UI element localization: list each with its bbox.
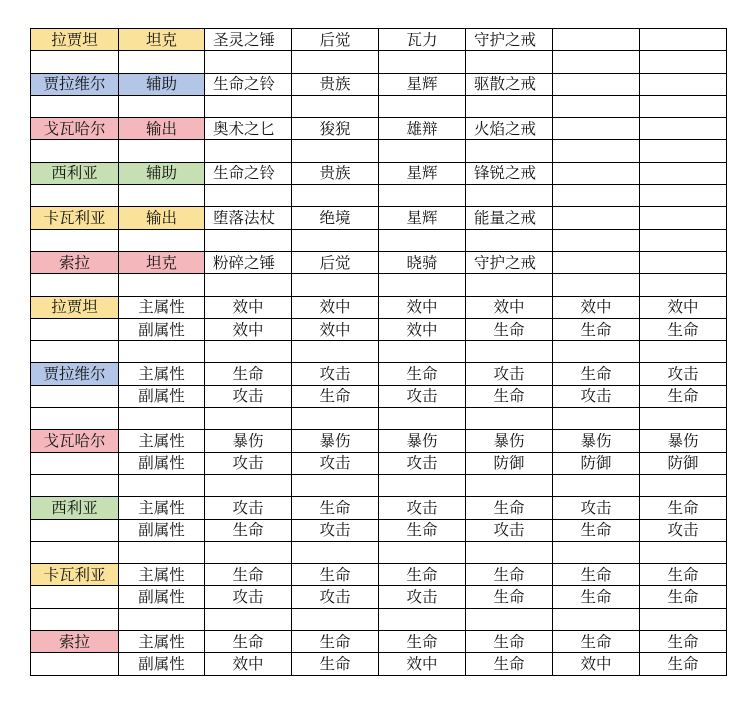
empty-cell: [553, 51, 640, 73]
empty-cell: [292, 608, 379, 630]
spacer-row: [31, 95, 727, 117]
empty-cell: [205, 95, 292, 117]
ring-cell: 锋锐之戒: [466, 162, 553, 184]
stat-value-cell: 攻击: [379, 452, 466, 474]
stat-value-cell: 攻击: [205, 586, 292, 608]
stat-value-cell: 暴伤: [379, 430, 466, 452]
empty-cell: [553, 140, 640, 162]
stat-value-cell: 生命: [553, 564, 640, 586]
empty-cell: [292, 541, 379, 563]
empty-cell: [379, 185, 466, 207]
empty-cell: [31, 586, 119, 608]
stat-label-cell: 副属性: [119, 586, 205, 608]
empty-cell: [640, 408, 727, 430]
empty-cell: [31, 185, 119, 207]
empty-cell: [640, 251, 727, 273]
empty-cell: [31, 229, 119, 251]
stat-label-cell: 主属性: [119, 430, 205, 452]
sub-stat-row: [31, 653, 727, 675]
role-cell: 坦克: [119, 29, 205, 51]
main-stat-row: [31, 631, 727, 653]
empty-cell: [119, 341, 205, 363]
empty-cell: [205, 541, 292, 563]
hero-name-cell: 戈瓦哈尔: [31, 430, 119, 452]
empty-cell: [292, 408, 379, 430]
stat-value-cell: 生命: [379, 363, 466, 385]
stat-value-cell: 攻击: [292, 452, 379, 474]
stat-value-cell: 生命: [466, 318, 553, 340]
stat-value-cell: 生命: [292, 564, 379, 586]
role-cell: 输出: [119, 207, 205, 229]
equipment-cell: 星辉: [379, 73, 466, 95]
stat-value-cell: 生命: [205, 564, 292, 586]
hero-name-cell: 索拉: [31, 631, 119, 653]
empty-cell: [379, 408, 466, 430]
empty-cell: [379, 341, 466, 363]
empty-cell: [466, 274, 553, 296]
equipment-cell: 星辉: [379, 162, 466, 184]
stat-value-cell: 攻击: [379, 497, 466, 519]
stat-value-cell: 效中: [553, 653, 640, 675]
empty-cell: [119, 541, 205, 563]
stat-value-cell: 生命: [466, 653, 553, 675]
spacer-row: [31, 608, 727, 630]
empty-cell: [31, 408, 119, 430]
stat-value-cell: 生命: [640, 385, 727, 407]
stat-value-cell: 生命: [466, 385, 553, 407]
hero-name-cell: 贾拉维尔: [31, 73, 119, 95]
stat-value-cell: 生命: [640, 631, 727, 653]
equipment-cell: 雄辩: [379, 118, 466, 140]
empty-cell: [119, 408, 205, 430]
weapon-cell: 生命之铃: [205, 162, 292, 184]
stat-value-cell: 攻击: [379, 385, 466, 407]
empty-cell: [553, 229, 640, 251]
role-cell: 辅助: [119, 73, 205, 95]
empty-cell: [205, 408, 292, 430]
empty-cell: [640, 162, 727, 184]
empty-cell: [31, 474, 119, 496]
spacer-row: [31, 274, 727, 296]
empty-cell: [379, 608, 466, 630]
empty-cell: [205, 51, 292, 73]
stat-value-cell: 生命: [292, 631, 379, 653]
empty-cell: [553, 341, 640, 363]
empty-cell: [31, 95, 119, 117]
empty-cell: [31, 385, 119, 407]
stat-value-cell: 攻击: [640, 519, 727, 541]
stat-value-cell: 生命: [553, 318, 640, 340]
stat-value-cell: 攻击: [205, 452, 292, 474]
ring-cell: 驱散之戒: [466, 73, 553, 95]
spacer-row: [31, 541, 727, 563]
main-stat-row: [31, 564, 727, 586]
empty-cell: [292, 185, 379, 207]
empty-cell: [119, 51, 205, 73]
spacer-row: [31, 140, 727, 162]
empty-cell: [466, 608, 553, 630]
stat-value-cell: 防御: [466, 452, 553, 474]
equipment-cell: 后觉: [292, 251, 379, 273]
stat-value-cell: 攻击: [553, 385, 640, 407]
main-stat-row: [31, 296, 727, 318]
equipment-cell: 贵族: [292, 162, 379, 184]
equipment-cell: 瓦力: [379, 29, 466, 51]
stat-value-cell: 效中: [379, 318, 466, 340]
empty-cell: [466, 51, 553, 73]
hero-name-cell: 卡瓦利亚: [31, 564, 119, 586]
stat-value-cell: 攻击: [292, 586, 379, 608]
empty-cell: [553, 73, 640, 95]
empty-cell: [640, 73, 727, 95]
empty-cell: [466, 140, 553, 162]
empty-cell: [205, 608, 292, 630]
empty-cell: [205, 274, 292, 296]
empty-cell: [31, 608, 119, 630]
empty-cell: [119, 185, 205, 207]
stat-value-cell: 攻击: [292, 519, 379, 541]
stat-value-cell: 效中: [205, 318, 292, 340]
stat-value-cell: 攻击: [640, 363, 727, 385]
empty-cell: [31, 541, 119, 563]
empty-cell: [553, 118, 640, 140]
stat-value-cell: 攻击: [466, 519, 553, 541]
empty-cell: [205, 474, 292, 496]
hero-name-cell: 拉贾坦: [31, 29, 119, 51]
empty-cell: [205, 341, 292, 363]
hero-name-cell: 西利亚: [31, 497, 119, 519]
stat-value-cell: 生命: [292, 385, 379, 407]
stat-value-cell: 生命: [205, 519, 292, 541]
empty-cell: [292, 274, 379, 296]
stat-value-cell: 攻击: [466, 363, 553, 385]
ring-cell: 守护之戒: [466, 251, 553, 273]
empty-cell: [553, 608, 640, 630]
empty-cell: [292, 95, 379, 117]
hero-name-cell: 卡瓦利亚: [31, 207, 119, 229]
stat-value-cell: 生命: [466, 586, 553, 608]
empty-cell: [466, 541, 553, 563]
empty-cell: [379, 474, 466, 496]
empty-cell: [466, 408, 553, 430]
stat-value-cell: 生命: [640, 318, 727, 340]
stat-value-cell: 生命: [292, 497, 379, 519]
stat-value-cell: 生命: [379, 519, 466, 541]
equipment-cell: 贵族: [292, 73, 379, 95]
main-stat-row: [31, 363, 727, 385]
empty-cell: [640, 118, 727, 140]
equipment-cell: 后觉: [292, 29, 379, 51]
empty-cell: [31, 452, 119, 474]
stat-value-cell: 效中: [205, 653, 292, 675]
empty-cell: [379, 541, 466, 563]
stat-value-cell: 攻击: [205, 497, 292, 519]
sub-stat-row: [31, 452, 727, 474]
empty-cell: [466, 95, 553, 117]
stat-label-cell: 主属性: [119, 296, 205, 318]
empty-cell: [466, 229, 553, 251]
stat-value-cell: 生命: [205, 631, 292, 653]
stat-value-cell: 暴伤: [553, 430, 640, 452]
empty-cell: [119, 95, 205, 117]
ring-cell: 能量之戒: [466, 207, 553, 229]
role-cell: 坦克: [119, 251, 205, 273]
empty-cell: [292, 229, 379, 251]
empty-cell: [292, 474, 379, 496]
sub-stat-row: [31, 519, 727, 541]
weapon-cell: 圣灵之锤: [205, 29, 292, 51]
equipment-cell: 晓骑: [379, 251, 466, 273]
empty-cell: [640, 185, 727, 207]
stat-label-cell: 副属性: [119, 519, 205, 541]
stat-value-cell: 生命: [640, 653, 727, 675]
empty-cell: [292, 140, 379, 162]
hero-build-table: [30, 28, 727, 676]
empty-cell: [553, 251, 640, 273]
main-stat-row: [31, 430, 727, 452]
empty-cell: [31, 318, 119, 340]
empty-cell: [553, 185, 640, 207]
empty-cell: [119, 229, 205, 251]
stat-label-cell: 副属性: [119, 385, 205, 407]
stat-value-cell: 防御: [640, 452, 727, 474]
empty-cell: [640, 474, 727, 496]
stat-value-cell: 生命: [379, 631, 466, 653]
equipment-cell: 绝境: [292, 207, 379, 229]
empty-cell: [466, 185, 553, 207]
stat-value-cell: 生命: [379, 564, 466, 586]
empty-cell: [379, 95, 466, 117]
stat-value-cell: 暴伤: [640, 430, 727, 452]
empty-cell: [119, 474, 205, 496]
role-cell: 输出: [119, 118, 205, 140]
build-row: [31, 73, 727, 95]
build-row: [31, 251, 727, 273]
empty-cell: [640, 541, 727, 563]
spacer-row: [31, 341, 727, 363]
empty-cell: [553, 541, 640, 563]
empty-cell: [379, 140, 466, 162]
empty-cell: [31, 51, 119, 73]
equipment-cell: 星辉: [379, 207, 466, 229]
empty-cell: [553, 29, 640, 51]
empty-cell: [379, 274, 466, 296]
sub-stat-row: [31, 586, 727, 608]
empty-cell: [553, 274, 640, 296]
empty-cell: [640, 229, 727, 251]
table-body: [31, 29, 727, 676]
spacer-row: [31, 229, 727, 251]
build-row: [31, 29, 727, 51]
empty-cell: [119, 274, 205, 296]
stat-value-cell: 生命: [640, 497, 727, 519]
empty-cell: [292, 341, 379, 363]
stat-label-cell: 主属性: [119, 631, 205, 653]
stat-value-cell: 效中: [379, 653, 466, 675]
weapon-cell: 粉碎之锤: [205, 251, 292, 273]
empty-cell: [553, 95, 640, 117]
empty-cell: [466, 341, 553, 363]
empty-cell: [640, 140, 727, 162]
spacer-row: [31, 474, 727, 496]
ring-cell: 火焰之戒: [466, 118, 553, 140]
spacer-row: [31, 51, 727, 73]
weapon-cell: 堕落法杖: [205, 207, 292, 229]
hero-name-cell: 戈瓦哈尔: [31, 118, 119, 140]
build-row: [31, 118, 727, 140]
stat-value-cell: 防御: [553, 452, 640, 474]
empty-cell: [640, 341, 727, 363]
main-stat-row: [31, 497, 727, 519]
stat-value-cell: 效中: [466, 296, 553, 318]
hero-name-cell: 贾拉维尔: [31, 363, 119, 385]
stat-value-cell: 攻击: [205, 385, 292, 407]
empty-cell: [640, 207, 727, 229]
stat-value-cell: 攻击: [379, 586, 466, 608]
empty-cell: [31, 341, 119, 363]
stat-value-cell: 生命: [466, 564, 553, 586]
empty-cell: [640, 608, 727, 630]
sub-stat-row: [31, 385, 727, 407]
empty-cell: [205, 229, 292, 251]
stat-value-cell: 暴伤: [466, 430, 553, 452]
stat-value-cell: 效中: [640, 296, 727, 318]
empty-cell: [31, 519, 119, 541]
empty-cell: [379, 51, 466, 73]
empty-cell: [379, 229, 466, 251]
empty-cell: [640, 29, 727, 51]
stat-value-cell: 生命: [292, 653, 379, 675]
empty-cell: [640, 51, 727, 73]
empty-cell: [205, 185, 292, 207]
stat-label-cell: 副属性: [119, 653, 205, 675]
stat-value-cell: 生命: [466, 631, 553, 653]
stat-value-cell: 效中: [205, 296, 292, 318]
stat-value-cell: 攻击: [553, 497, 640, 519]
empty-cell: [553, 162, 640, 184]
stat-label-cell: 副属性: [119, 452, 205, 474]
role-cell: 辅助: [119, 162, 205, 184]
empty-cell: [640, 274, 727, 296]
empty-cell: [292, 51, 379, 73]
stat-value-cell: 攻击: [292, 363, 379, 385]
stat-value-cell: 生命: [205, 363, 292, 385]
stat-value-cell: 效中: [553, 296, 640, 318]
spacer-row: [31, 408, 727, 430]
ring-cell: 守护之戒: [466, 29, 553, 51]
empty-cell: [553, 408, 640, 430]
empty-cell: [119, 140, 205, 162]
stat-value-cell: 生命: [553, 363, 640, 385]
stat-value-cell: 暴伤: [292, 430, 379, 452]
stat-value-cell: 生命: [640, 564, 727, 586]
stat-value-cell: 效中: [379, 296, 466, 318]
equipment-cell: 狻猊: [292, 118, 379, 140]
hero-name-cell: 西利亚: [31, 162, 119, 184]
stat-value-cell: 生命: [640, 586, 727, 608]
stat-value-cell: 生命: [553, 631, 640, 653]
stat-value-cell: 效中: [292, 296, 379, 318]
weapon-cell: 奥术之匕: [205, 118, 292, 140]
empty-cell: [31, 274, 119, 296]
hero-name-cell: 拉贾坦: [31, 296, 119, 318]
stat-label-cell: 副属性: [119, 318, 205, 340]
stat-label-cell: 主属性: [119, 363, 205, 385]
stat-value-cell: 效中: [292, 318, 379, 340]
stat-value-cell: 生命: [466, 497, 553, 519]
hero-name-cell: 索拉: [31, 251, 119, 273]
stat-label-cell: 主属性: [119, 497, 205, 519]
sub-stat-row: [31, 318, 727, 340]
build-row: [31, 207, 727, 229]
weapon-cell: 生命之铃: [205, 73, 292, 95]
empty-cell: [205, 140, 292, 162]
build-row: [31, 162, 727, 184]
empty-cell: [640, 95, 727, 117]
empty-cell: [31, 653, 119, 675]
empty-cell: [119, 608, 205, 630]
empty-cell: [553, 474, 640, 496]
empty-cell: [31, 140, 119, 162]
empty-cell: [553, 207, 640, 229]
spacer-row: [31, 185, 727, 207]
stat-value-cell: 暴伤: [205, 430, 292, 452]
stat-label-cell: 主属性: [119, 564, 205, 586]
stat-value-cell: 生命: [553, 519, 640, 541]
stat-value-cell: 生命: [553, 586, 640, 608]
empty-cell: [466, 474, 553, 496]
